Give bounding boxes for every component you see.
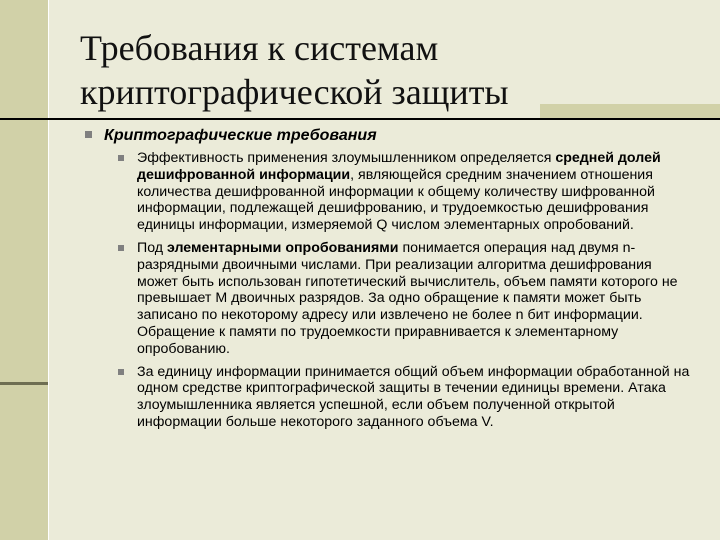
square-bullet-icon bbox=[118, 369, 124, 375]
item-text: За единицу информации принимается общий объем информации обработанной на одном средстве криптографической защиты в течении единицы времени. Атака злоумышленника является успешной, если объем полученной открытой информации больше некоторого заданного объема V. bbox=[137, 363, 690, 430]
left-decorative-stripe bbox=[0, 0, 48, 540]
item-text: Эффективность применения злоумышленником определяется bbox=[137, 150, 556, 166]
sub-bullet-list bbox=[82, 150, 692, 431]
title-divider-line bbox=[0, 118, 720, 120]
list-item bbox=[82, 364, 692, 431]
item-emphasis: средней долей дешифрованной информации bbox=[137, 150, 661, 183]
left-divider-line bbox=[48, 0, 49, 540]
item-text: понимается операция над двумя n-разрядными двоичными числами. При реализации алгоритма дешифрования может быть использован гипотетический вычислитель, объем памяти которого не превышает M двоичных разрядов. За одно обращение к памяти может быть записано по некоторому адресу или извлечено не более n бит информации. Обращение к памяти по трудоемкости приравнивается к элементарному опробованию. bbox=[137, 239, 678, 357]
stripe-accent-line bbox=[0, 382, 48, 385]
list-item bbox=[82, 150, 692, 234]
square-bullet-icon bbox=[85, 131, 92, 138]
section-heading: Криптографические требования bbox=[104, 127, 377, 144]
item-emphasis: элементарными опробованиями bbox=[167, 239, 399, 256]
slide-title: Требования к системам криптографической защиты bbox=[80, 28, 509, 112]
list-item bbox=[82, 240, 692, 358]
square-bullet-icon bbox=[118, 245, 124, 251]
square-bullet-icon bbox=[118, 155, 124, 161]
slide-content bbox=[82, 126, 692, 437]
section-bullet bbox=[82, 126, 692, 146]
item-text: , являющейся средним значением отношения количества дешифрованной информации к общему количеству шифрованной информации, подлежащей дешифрованию, и трудоемкостью дешифрования единицы информации, измеряемой Q числом элементарных опробований. bbox=[137, 166, 655, 234]
item-text: Под bbox=[137, 239, 167, 256]
title-accent-bar bbox=[540, 104, 720, 118]
